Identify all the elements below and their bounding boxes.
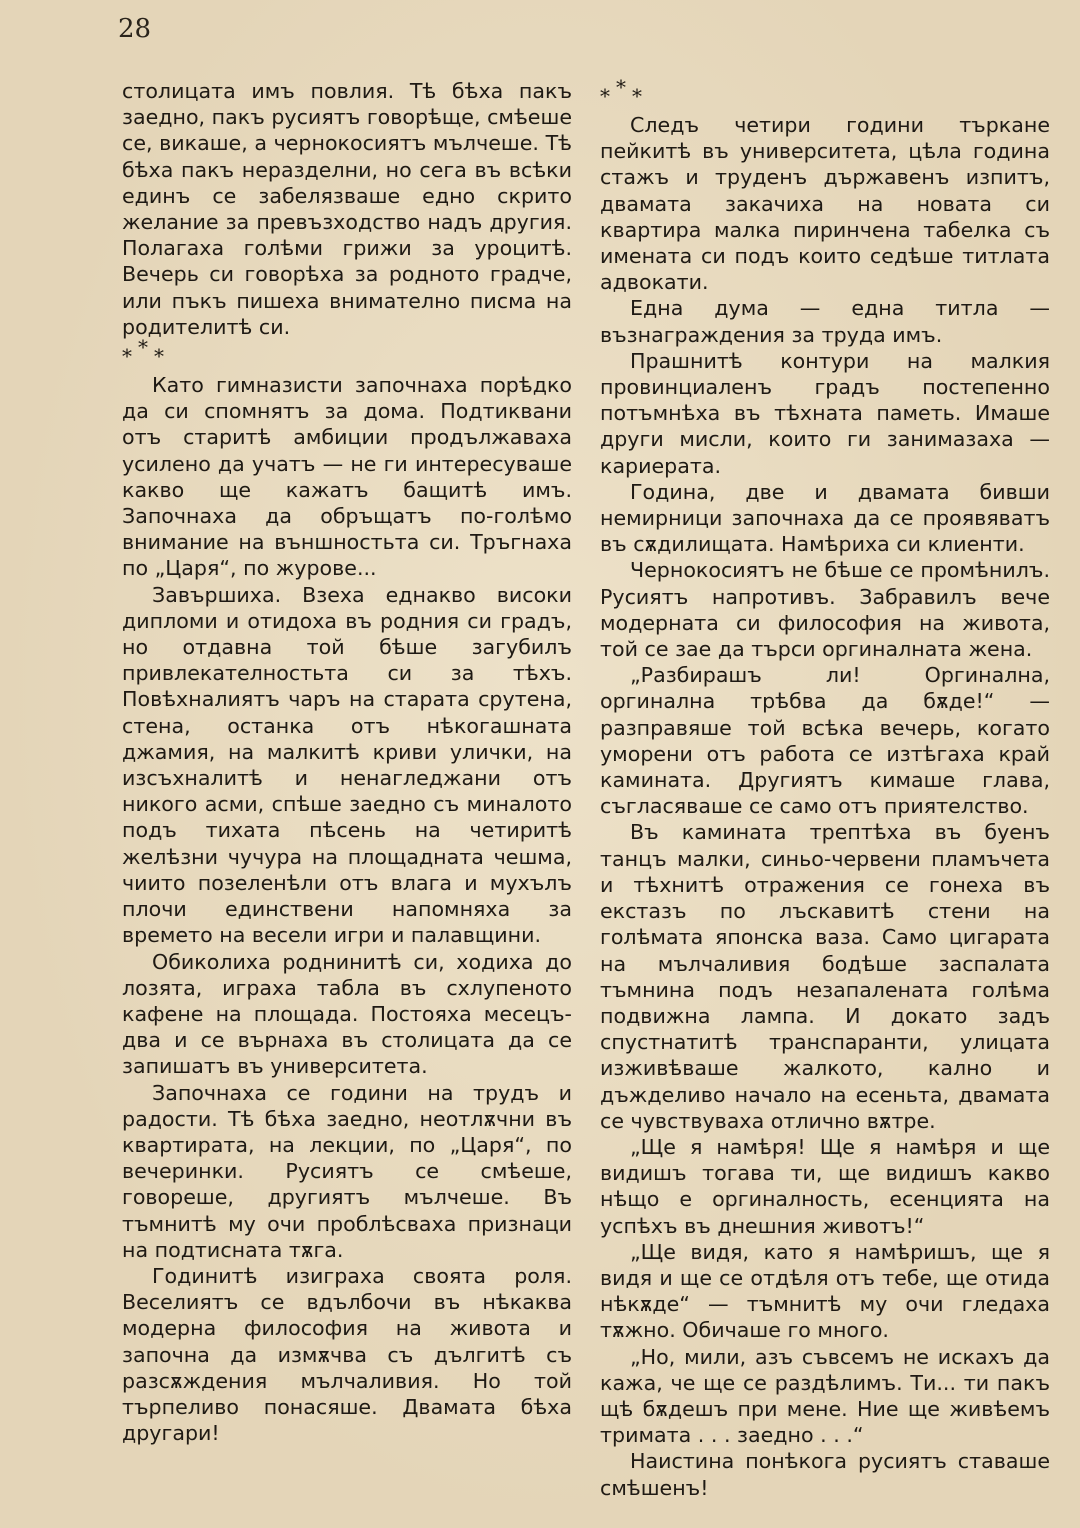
paragraph: Започнаха се години на трудъ и радости. Тѣ бѣха заедно, неотлѫчни въ квартирата, на лекции, по „Царя“, по вечеринки. Русиятъ се смѣеше, говореше, другиятъ мълчеше. Въ тъмнитѣ му очи проблѣсваха признаци на подтисната тѫга. [122,1080,572,1262]
separator-star: * [632,84,648,108]
paragraph: „Ще я намѣря! Ще я намѣря и ще видишъ тогава ти, ще видишъ какво нѣщо е оргиналность, есенцията на успѣхъ въ днешния животъ!“ [600,1134,1050,1238]
section-separator [122,335,572,372]
paragraph: столицата имъ повлия. Тѣ бѣха пакъ заедно, пакъ русиятъ говорѣще, смѣеше се, викаше, а чернокосиятъ мълчеше. Тѣ бѣха пакъ неразделни, но сега въ всѣки единъ се забелязваше едно скрито желание за превъзходство надъ другия. Полагаха голѣми грижи за уроцитѣ. Вечерь си говорѣха за родното градче, или пъкъ пишеха внимателно писма на родителитѣ си. [122,79,572,339]
paragraph: „Разбирашъ ли! Оргинална, оргинална трѣбва да бѫде!“ — разправяше той всѣка вечерь, когато уморени отъ работа се изтѣгаха край камината. Другиятъ кимаше глава, съгласяваше се само отъ приятелство. [600,663,1050,819]
paragraph: Като гимназисти започнаха порѣдко да си спомнятъ за дома. Подтиквани отъ старитѣ амбиции продължаваха усилено да учатъ — не ги интересуваше какво ще кажатъ бащитѣ имъ. Започнаха да обръщатъ по-голѣмо внимание на външностьта си. Тръгнаха по „Царя“, по журове... [122,373,572,581]
separator-star: * [154,344,170,369]
separator-star: * [616,75,632,99]
paragraph: „Ще видя, като я намѣришъ, ще я видя и ще се отдѣля отъ тебе, ще отида нѣкѫде“ — тъмнитѣ му очи гледаха тѫжно. Обичаше го много. [600,1239,1050,1343]
paragraph: Завършиха. Взеха еднакво високи дипломи и отидоха въ родния си градъ, но отдавна той бѣше загубилъ привлекателностьта си за тѣхъ. Повѣхналиятъ чаръ на старата срутена, стена, останка отъ нѣкогашната джамия, на малкитѣ криви улички, на изсъхналитѣ и ненагледжани отъ никого асми, спѣше заедно съ миналото подъ тихата пѣсень на четиритѣ желѣзни чучура на площадната чешма, чиито позеленѣли отъ влага и мухълъ плочи единствени напомняха за времето на весели игри и палавщини. [122,582,572,948]
section-separator [600,75,1050,112]
separator-star: * [122,344,138,369]
paragraph: Следъ четири години търкане пейкитѣ въ университета, цѣла година стажъ и труденъ държавенъ изпитъ, двамата закачиха на новата си квартира малка пиринчена табелка съ имената си подъ които седѣше титлата адвокати. [600,113,1050,295]
left-column [122,78,572,1446]
paragraph: Прашнитѣ контури на малкия провинциаленъ градъ постепенно потъмнѣха въ тѣхната паметь. Имаше други мисли, които ги занимазаха — кариерата. [600,348,1050,478]
separator-star: * [600,84,616,108]
separator-star: * [138,335,154,360]
page-number: 28 [118,14,152,44]
paragraph: Годинитѣ изиграха своята роля. Веселиятъ се вдълбочи въ нѣкаква модерна философия на живота и започна да измѫчва съ дългитѣ съ разсѫждения мълчаливия. Но той търпеливо понасяше. Двамата бѣха другари! [122,1263,572,1446]
paragraph: Една дума — една титла — възнаграждения за труда имъ. [600,296,1050,347]
paragraph: Въ камината трептѣха въ буенъ танцъ малки, синьо-червени пламъчета и тѣхнитѣ отражения се гонеха въ екстазъ по лъскавитѣ стени на голѣмата японска ваза. Само цигарата на мълчаливия бодѣше заспалата тъмнина подъ незапалената голѣма подвижна лампа. И докато задъ спустнатитѣ транспаранти, улицата изживѣваше жалкото, кално и дъжделиво начало на есеньта, двамата се чувствуваха отлично вѫтре. [600,820,1050,1133]
paragraph: Наистина понѣкога русиятъ ставаше смѣшенъ! [600,1449,1050,1500]
right-column [600,75,1050,1501]
paragraph: Чернокосиятъ не бѣше се промѣнилъ. Русиятъ напротивъ. Забравилъ вече модерната си философия на живота, той се зае да търси оргиналната жена. [600,558,1050,662]
paragraph: Година, две и двамата бивши немирници започнаха да се проявяватъ въ сѫдилищата. Намѣриха си клиенти. [600,479,1050,557]
paragraph: Обиколиха роднинитѣ си, ходиха до лозята, играха табла въ схлупеното кафене на площада. Постояха месецъ-два и се върнаха въ столицата да се запишатъ въ университета. [122,949,572,1079]
paragraph: „Но, мили, азъ съвсемъ не искахъ да кажа, че ще се раздѣлимъ. Ти... ти пакъ щѣ бѫдешъ при мене. Ние ще живѣемъ тримата . . . заедно . . .“ [600,1344,1050,1448]
